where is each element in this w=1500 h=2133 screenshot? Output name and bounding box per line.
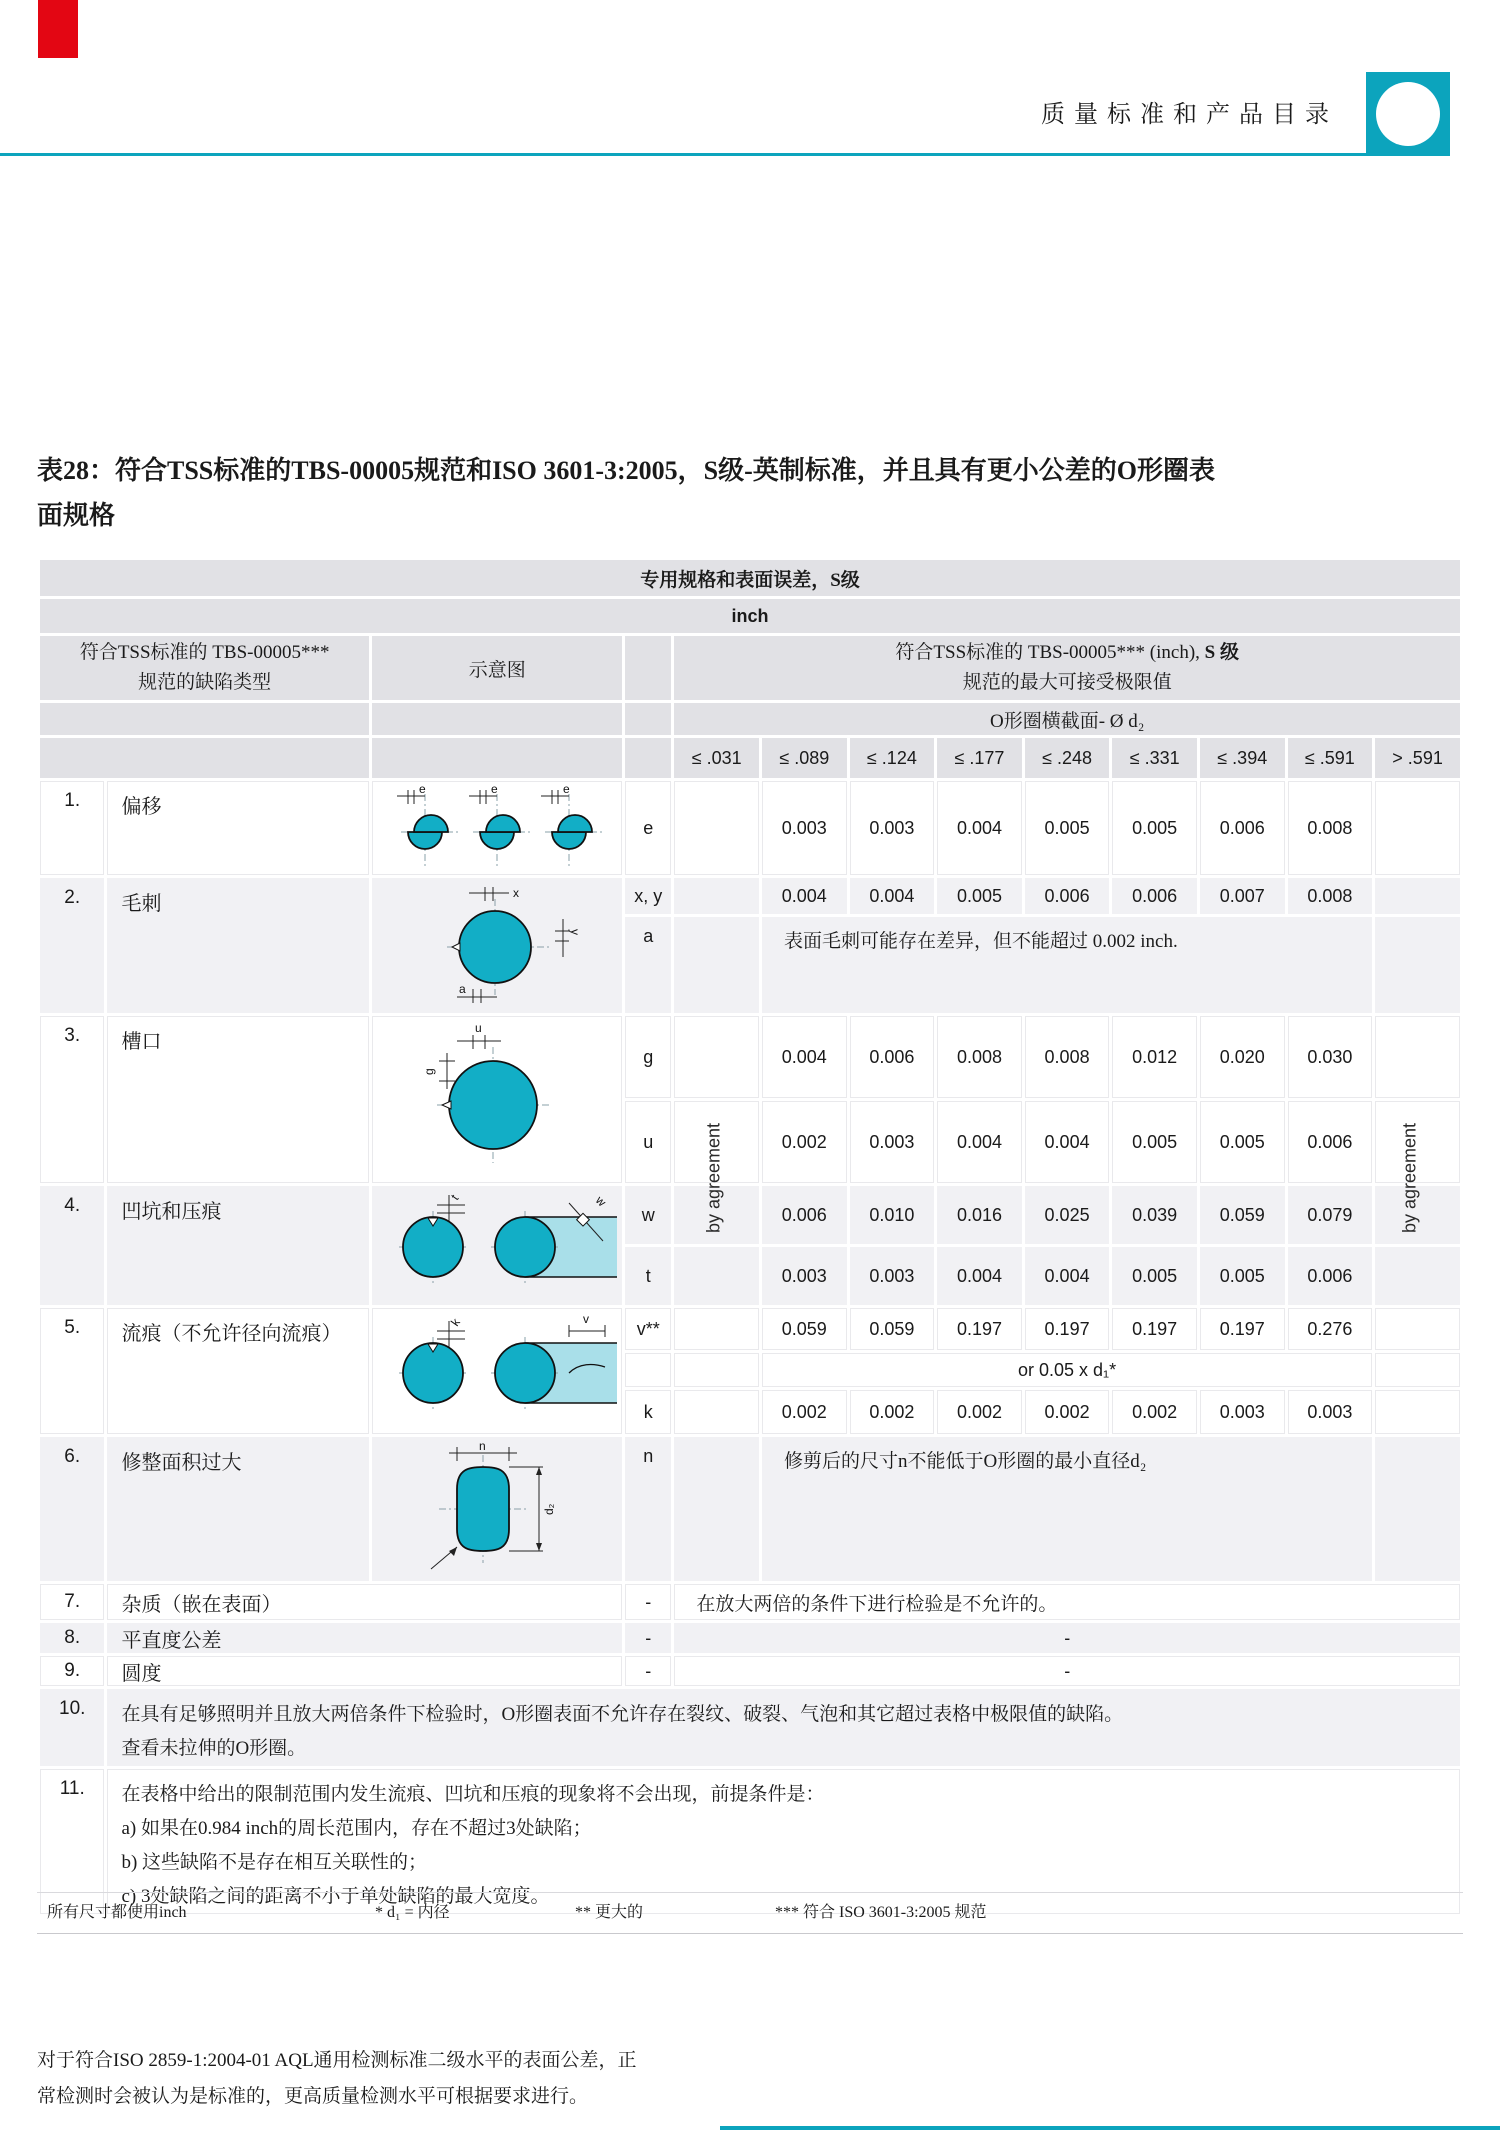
defect-type-label: 凹坑和压痕 bbox=[107, 1186, 369, 1305]
table-row-flatness bbox=[40, 1623, 1460, 1653]
dim-label-w: w bbox=[593, 1193, 610, 1210]
flash-diagram-svg bbox=[373, 879, 621, 1007]
symbol-cell: a bbox=[625, 917, 671, 1013]
value-cell: 0.006 bbox=[1288, 1247, 1373, 1305]
value-cell: 0.005 bbox=[1112, 1101, 1197, 1183]
symbol-cell: e bbox=[625, 781, 671, 875]
cross-section-row bbox=[40, 703, 1460, 735]
value-cell: 0.007 bbox=[1200, 878, 1285, 914]
note-cell: - bbox=[674, 1656, 1460, 1686]
by-agreement-cell bbox=[1375, 1016, 1460, 1098]
dim-label-x: x bbox=[513, 886, 520, 900]
value-cell: 0.004 bbox=[850, 878, 935, 914]
table-band-title-row bbox=[40, 560, 1460, 596]
value-cell: 0.003 bbox=[850, 1247, 935, 1305]
row-number: 5. bbox=[40, 1308, 104, 1434]
dim-label-a: a bbox=[459, 982, 466, 996]
value-cell: 0.002 bbox=[850, 1390, 935, 1434]
by-agreement-cell bbox=[1375, 1437, 1460, 1581]
value-cell: 0.006 bbox=[1112, 878, 1197, 914]
size-header: ≤ .394 bbox=[1200, 738, 1285, 778]
value-cell: 0.004 bbox=[937, 781, 1022, 875]
table-row-nick bbox=[40, 1016, 1460, 1098]
by-agreement-cell bbox=[1375, 878, 1460, 914]
or-note-cell: or 0.05 x d₁* bbox=[762, 1353, 1372, 1387]
diagram-pit bbox=[372, 1186, 622, 1305]
note-line: a) 如果在0.984 inch的周长范围内，存在不超过3处缺陷； bbox=[121, 1818, 592, 1839]
head-defect-line1: 符合TSS标准的 TBS-00005*** bbox=[79, 642, 330, 663]
value-cell: 0.003 bbox=[1288, 1390, 1373, 1434]
value-cell: 0.197 bbox=[1112, 1308, 1197, 1350]
value-cell: 0.006 bbox=[1200, 781, 1285, 875]
flow-diagram-svg bbox=[373, 1311, 621, 1427]
document-title-line1: 表28：符合TSS标准的TBS-00005规范和ISO 3601-3:2005，S级-英制标准，并且具有更小公差的O形圈表 bbox=[37, 456, 1216, 485]
value-cell: 0.006 bbox=[1288, 1101, 1373, 1183]
bottom-note-line1: 对于符合ISO 2859-1:2004-01 AQL通用检测标准二级水平的表面公差，正 bbox=[37, 2050, 637, 2071]
spacer-cell bbox=[40, 703, 369, 735]
dim-label-d2: d₂ bbox=[542, 1503, 557, 1515]
value-cell: 0.005 bbox=[937, 878, 1022, 914]
document-title-line2: 面规格 bbox=[37, 501, 116, 530]
value-cell: 0.002 bbox=[762, 1101, 847, 1183]
head-limits bbox=[674, 636, 1460, 700]
value-cell: 0.059 bbox=[762, 1308, 847, 1350]
value-cell: 0.030 bbox=[1288, 1016, 1373, 1098]
note-line: 在具有足够照明并且放大两倍条件下检验时，O形圈表面不允许存在裂纹、破裂、气泡和其它超过表格中极限值的缺陷。 bbox=[121, 1704, 1124, 1725]
size-header: ≤ .177 bbox=[937, 738, 1022, 778]
value-cell: 0.005 bbox=[1200, 1101, 1285, 1183]
value-cell: 0.059 bbox=[1200, 1186, 1285, 1244]
note-cell: 在放大两倍的条件下进行检验是不允许的。 bbox=[674, 1584, 1460, 1620]
symbol-cell: - bbox=[625, 1623, 671, 1653]
diagram-nick bbox=[372, 1016, 622, 1183]
value-cell: 0.197 bbox=[1025, 1308, 1110, 1350]
value-cell: 0.004 bbox=[1025, 1247, 1110, 1305]
dim-label-n: n bbox=[479, 1438, 486, 1453]
dim-label-t: t bbox=[448, 1191, 462, 1203]
table-row-note-10 bbox=[40, 1689, 1460, 1766]
table-row-trim bbox=[40, 1437, 1460, 1581]
head-symbol-spacer bbox=[625, 636, 671, 700]
symbol-cell: - bbox=[625, 1656, 671, 1686]
by-agreement-cell bbox=[1375, 1353, 1460, 1387]
value-cell: 0.020 bbox=[1200, 1016, 1285, 1098]
value-cell: 0.004 bbox=[762, 878, 847, 914]
value-cell: 0.006 bbox=[1025, 878, 1110, 914]
by-agreement-cell bbox=[674, 1390, 759, 1434]
value-cell: 0.003 bbox=[1200, 1390, 1285, 1434]
diagram-trim bbox=[372, 1437, 622, 1581]
row-number: 6. bbox=[40, 1437, 104, 1581]
by-agreement-cell bbox=[1375, 1390, 1460, 1434]
value-cell: 0.003 bbox=[762, 1247, 847, 1305]
value-cell: 0.059 bbox=[850, 1308, 935, 1350]
by-agreement-cell bbox=[674, 1016, 759, 1098]
row-number: 10. bbox=[40, 1689, 104, 1766]
red-corner-mark bbox=[38, 0, 78, 58]
row-number: 3. bbox=[40, 1016, 104, 1183]
bottom-note-line2: 常检测时会被认为是标准的，更高质量检测水平可根据要求进行。 bbox=[37, 2086, 589, 2107]
head-defect-line2: 规范的缺陷类型 bbox=[138, 672, 272, 693]
unit-label: inch bbox=[40, 599, 1460, 633]
size-header: ≤ .248 bbox=[1025, 738, 1110, 778]
by-agreement-cell bbox=[674, 781, 759, 875]
head-defect-type bbox=[40, 636, 369, 700]
by-agreement-cell bbox=[674, 878, 759, 914]
value-cell: 0.004 bbox=[937, 1101, 1022, 1183]
spacer-cell bbox=[40, 738, 369, 778]
value-cell: 0.012 bbox=[1112, 1016, 1197, 1098]
size-header: ≤ .591 bbox=[1288, 738, 1373, 778]
note-cell: - bbox=[674, 1623, 1460, 1653]
offset-diagram-svg bbox=[373, 782, 621, 870]
head-diagram: 示意图 bbox=[372, 636, 622, 700]
document-title bbox=[37, 448, 1467, 538]
value-cell: 0.008 bbox=[1288, 781, 1373, 875]
footnote-units: 所有尺寸都使用inch bbox=[47, 1904, 187, 1921]
footnote-band bbox=[37, 1892, 1463, 1934]
head-limits-line1-bold: S 级 bbox=[1204, 642, 1239, 663]
size-header: ≤ .124 bbox=[850, 738, 935, 778]
by-agreement-cell bbox=[674, 1247, 759, 1305]
value-cell: 0.002 bbox=[1112, 1390, 1197, 1434]
value-cell: 0.003 bbox=[762, 781, 847, 875]
size-header: ≤ .089 bbox=[762, 738, 847, 778]
value-cell: 0.004 bbox=[762, 1016, 847, 1098]
size-header: ≤ .331 bbox=[1112, 738, 1197, 778]
defect-type-label: 流痕（不允许径向流痕） bbox=[107, 1308, 369, 1434]
value-cell: 0.008 bbox=[1288, 878, 1373, 914]
symbol-cell: g bbox=[625, 1016, 671, 1098]
brand-logo-circle-icon bbox=[1376, 82, 1440, 146]
by-agreement-cell bbox=[674, 1437, 759, 1581]
value-cell: 0.002 bbox=[1025, 1390, 1110, 1434]
note-line: b) 这些缺陷不是存在相互关联性的； bbox=[121, 1852, 428, 1873]
value-cell: 0.002 bbox=[937, 1390, 1022, 1434]
defect-type-label: 毛刺 bbox=[107, 878, 369, 1013]
bottom-rule bbox=[720, 2126, 1500, 2130]
table-row-impurities bbox=[40, 1584, 1460, 1620]
by-agreement-cell bbox=[1375, 1308, 1460, 1350]
by-agreement-cell bbox=[674, 1353, 759, 1387]
brand-logo-square bbox=[1366, 72, 1450, 156]
value-cell: 0.005 bbox=[1112, 1247, 1197, 1305]
table-head-row bbox=[40, 636, 1460, 700]
defect-type-label: 修整面积过大 bbox=[107, 1437, 369, 1581]
head-limits-line1-normal: 符合TSS标准的 TBS-00005*** (inch), bbox=[895, 642, 1205, 663]
by-agreement-cell bbox=[674, 1308, 759, 1350]
nick-diagram-svg bbox=[373, 1017, 621, 1177]
note-cell bbox=[107, 1689, 1460, 1766]
value-cell: 0.005 bbox=[1200, 1247, 1285, 1305]
defect-type-label: 偏移 bbox=[107, 781, 369, 875]
note-cell: 表面毛刺可能存在差异，但不能超过 0.002 inch. bbox=[762, 917, 1372, 1013]
spacer-cell bbox=[372, 703, 622, 735]
symbol-cell: w bbox=[625, 1186, 671, 1244]
footnote-d1: * d₁ = 内径 bbox=[375, 1904, 450, 1921]
dim-label-g: g bbox=[422, 1068, 437, 1075]
dim-label-e: e bbox=[419, 781, 426, 796]
value-cell: 0.005 bbox=[1112, 781, 1197, 875]
pit-diagram-svg bbox=[373, 1187, 621, 1299]
row-number: 2. bbox=[40, 878, 104, 1013]
symbol-cell bbox=[625, 1353, 671, 1387]
defect-type-label: 平直度公差 bbox=[107, 1623, 622, 1653]
symbol-cell: n bbox=[625, 1437, 671, 1581]
note-line: c) 3处缺陷之间的距离不小于单处缺陷的最大宽度。 bbox=[121, 1886, 550, 1907]
value-cell: 0.005 bbox=[1025, 781, 1110, 875]
dim-label-e: e bbox=[563, 781, 570, 796]
value-cell: 0.197 bbox=[1200, 1308, 1285, 1350]
spec-table-container bbox=[37, 557, 1463, 1917]
trim-diagram-svg bbox=[373, 1439, 621, 1575]
spec-table bbox=[37, 557, 1463, 1917]
by-agreement-cell bbox=[1375, 781, 1460, 875]
by-agreement-cell bbox=[674, 917, 759, 1013]
spacer-cell bbox=[625, 738, 671, 778]
value-cell: 0.006 bbox=[762, 1186, 847, 1244]
band-title: 专用规格和表面误差，S级 bbox=[40, 560, 1460, 596]
dim-label-e: e bbox=[491, 781, 498, 796]
header-rule bbox=[0, 153, 1450, 156]
defect-type-label: 槽口 bbox=[107, 1016, 369, 1183]
symbol-cell: k bbox=[625, 1390, 671, 1434]
page-header-title: 质量标准和产品目录 bbox=[1041, 102, 1338, 128]
table-row-pit bbox=[40, 1186, 1460, 1244]
cross-section-label: O形圈横截面- Ø d₂ bbox=[674, 703, 1460, 735]
value-cell: 0.008 bbox=[937, 1016, 1022, 1098]
by-agreement-cell bbox=[1375, 1247, 1460, 1305]
diagram-flash bbox=[372, 878, 622, 1013]
row-number: 4. bbox=[40, 1186, 104, 1305]
bottom-note bbox=[37, 2043, 937, 2115]
value-cell: 0.003 bbox=[850, 1101, 935, 1183]
symbol-cell: v** bbox=[625, 1308, 671, 1350]
value-cell: 0.004 bbox=[1025, 1101, 1110, 1183]
dim-label-k: k bbox=[448, 1315, 464, 1329]
head-limits-line2: 规范的最大可接受极限值 bbox=[962, 672, 1172, 693]
defect-type-label: 杂质（嵌在表面） bbox=[107, 1584, 622, 1620]
footnote-larger: ** 更大的 bbox=[575, 1904, 644, 1921]
table-row-offset bbox=[40, 781, 1460, 875]
size-header: > .591 bbox=[1375, 738, 1460, 778]
value-cell: 0.006 bbox=[850, 1016, 935, 1098]
by-agreement-cell bbox=[1375, 917, 1460, 1013]
value-cell: 0.008 bbox=[1025, 1016, 1110, 1098]
symbol-cell: t bbox=[625, 1247, 671, 1305]
value-cell: 0.197 bbox=[937, 1308, 1022, 1350]
symbol-cell: u bbox=[625, 1101, 671, 1183]
symbol-cell: x, y bbox=[625, 878, 671, 914]
dim-label-u: u bbox=[475, 1021, 482, 1035]
diagram-flow bbox=[372, 1308, 622, 1434]
by-agreement-label-left: by agreement bbox=[703, 1122, 724, 1234]
row-number: 11. bbox=[40, 1769, 104, 1914]
row-number: 1. bbox=[40, 781, 104, 875]
dim-label-v: v bbox=[583, 1311, 590, 1326]
note-line: 在表格中给出的限制范围内发生流痕、凹坑和压痕的现象将不会出现，前提条件是： bbox=[121, 1784, 825, 1805]
value-cell: 0.016 bbox=[937, 1186, 1022, 1244]
row-number: 9. bbox=[40, 1656, 104, 1686]
note-cell: 修剪后的尺寸n不能低于O形圈的最小直径d₂ bbox=[762, 1437, 1372, 1581]
spacer-cell bbox=[625, 703, 671, 735]
table-row-flow bbox=[40, 1308, 1460, 1350]
row-number: 7. bbox=[40, 1584, 104, 1620]
value-cell: 0.002 bbox=[762, 1390, 847, 1434]
value-cell: 0.025 bbox=[1025, 1186, 1110, 1244]
table-row-flash bbox=[40, 878, 1460, 914]
value-cell: 0.010 bbox=[850, 1186, 935, 1244]
diagram-offset bbox=[372, 781, 622, 875]
value-cell: 0.004 bbox=[937, 1247, 1022, 1305]
spacer-cell bbox=[372, 738, 622, 778]
row-number: 8. bbox=[40, 1623, 104, 1653]
value-cell: 0.276 bbox=[1288, 1308, 1373, 1350]
value-cell: 0.003 bbox=[850, 781, 935, 875]
table-unit-row bbox=[40, 599, 1460, 633]
size-header-row bbox=[40, 738, 1460, 778]
defect-type-label: 圆度 bbox=[107, 1656, 622, 1686]
note-line: 查看未拉伸的O形圈。 bbox=[121, 1738, 307, 1759]
head-limits-line1 bbox=[674, 638, 1460, 668]
table-row-roundness bbox=[40, 1656, 1460, 1686]
value-cell: 0.079 bbox=[1288, 1186, 1373, 1244]
size-header: ≤ .031 bbox=[674, 738, 759, 778]
footnote-iso: *** 符合 ISO 3601-3:2005 规范 bbox=[775, 1904, 987, 1921]
value-cell: 0.039 bbox=[1112, 1186, 1197, 1244]
by-agreement-label-right: by agreement bbox=[1399, 1122, 1420, 1234]
dim-label-y: y bbox=[568, 929, 583, 935]
symbol-cell: - bbox=[625, 1584, 671, 1620]
